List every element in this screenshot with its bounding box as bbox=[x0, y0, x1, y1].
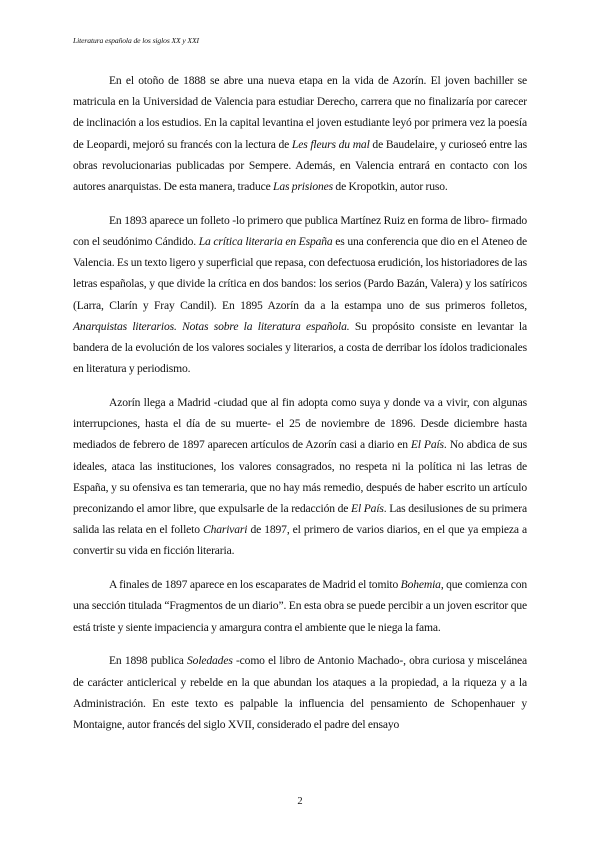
text-run: A finales de 1897 aparece en los escaparates de Madrid el tomito bbox=[109, 578, 401, 592]
text-run: es una conferencia que dio en el Ateneo de Valencia. Es un texto ligero y superficial que repasa, con defectuosa erudición, los historiadores de las letras españolas, y que divide la crítica en dos bandos: los serios (Pardo Bazán, Valera) y los satíricos (Larra, Clarín y Fray Candil). En 1895 Azorín da a la estampa uno de sus primeros folletos, bbox=[73, 235, 528, 312]
text-run: . No abdica de sus ideales, ataca las instituciones, los valores consagrados, no respeta ni la política ni las letras de España, y su ofensiva es tan temeraria, que no hay más remedio, después de haber escrito un artículo preconizando el amor libre, que expulsarle de la redacción de bbox=[73, 438, 527, 516]
text-run: En 1893 aparece un folleto -lo primero que publica Martínez Ruiz en forma de libro- firmado con el seudónimo Cándido. bbox=[73, 213, 527, 249]
italic-title: Anarquistas literarios. Notas sobre la literatura española. bbox=[73, 319, 350, 333]
italic-title: El País bbox=[410, 438, 444, 452]
text-run: Azorín llega a Madrid -ciudad que al fin adopta como suya y donde va a vivir, con algunas interrupciones, hasta el día de su muerte- el 25 de noviembre de 1896. Desde diciembre hasta mediados de febrero de 1897 aparecen artículos de Azorín casi a diario en bbox=[73, 396, 527, 452]
text-run: de Kropotkin, autor ruso. bbox=[332, 180, 448, 194]
paragraph bbox=[73, 650, 527, 735]
paragraph bbox=[73, 392, 527, 562]
body-text bbox=[73, 70, 527, 735]
running-header: Literatura española de los siglos XX y XXI bbox=[73, 36, 199, 45]
text-run: Su propósito consiste en levantar la bandera de la evolución de los valores sociales y literarios, a costa de derribar los ídolos tradicionales en literatura y periodismo. bbox=[73, 319, 527, 376]
text-run: de Baudelaire, y curioseó entre las obras revolucionarias publicadas por Sempere. Además, en Valencia entrará en contacto con los autores anarquistas. De esta manera, traduce bbox=[73, 137, 527, 194]
italic-title: Las prisiones bbox=[273, 180, 333, 194]
italic-title: El País bbox=[351, 502, 384, 516]
text-run: , que comienza con una sección titulada “Fragmentos de un diario”. En esta obra se puede percibir a un joven escritor que está triste y siente impaciencia y amargura contra el ambiente que le niega la fama. bbox=[73, 578, 527, 634]
italic-title: Bohemia bbox=[400, 578, 441, 592]
italic-title: Soledades bbox=[187, 654, 233, 668]
text-run: . Las desilusiones de su primera salida las relata en el folleto bbox=[73, 502, 528, 537]
page-number: 2 bbox=[297, 796, 303, 807]
text-run: -como el libro de Antonio Machado-, obra curiosa y miscelánea de carácter anticlerical y rebelde en la que abundan los ataques a la propiedad, a la riqueza y a la Administración. En este texto es palpable la influencia del pensamiento de Schopenhauer y Montaigne, autor francés del siglo XVII, considerado el padre del ensayo bbox=[73, 654, 527, 732]
paragraph bbox=[73, 210, 527, 380]
text-run: En el otoño de 1888 se abre una nueva etapa en la vida de Azorín. El joven bachiller se matricula en la Universidad de Valencia para estudiar Derecho, carrera que no finalizaría por carecer de inclinación a los estudios. En la capital levantina el joven estudiante leyó por primera vez la poesía de Leopardi, mejoró su francés con la lectura de bbox=[73, 74, 527, 151]
paragraph bbox=[73, 574, 527, 638]
text-run: En 1898 publica bbox=[109, 654, 188, 668]
paragraph bbox=[73, 70, 527, 197]
italic-title: La crítica literaria en España bbox=[198, 235, 333, 249]
italic-title: Charivari bbox=[202, 523, 248, 537]
italic-title: Les fleurs du mal bbox=[291, 137, 370, 151]
text-run: de 1897, el primero de varios diarios, en el que ya empieza a convertir su vida en ficción literaria. bbox=[73, 523, 527, 558]
